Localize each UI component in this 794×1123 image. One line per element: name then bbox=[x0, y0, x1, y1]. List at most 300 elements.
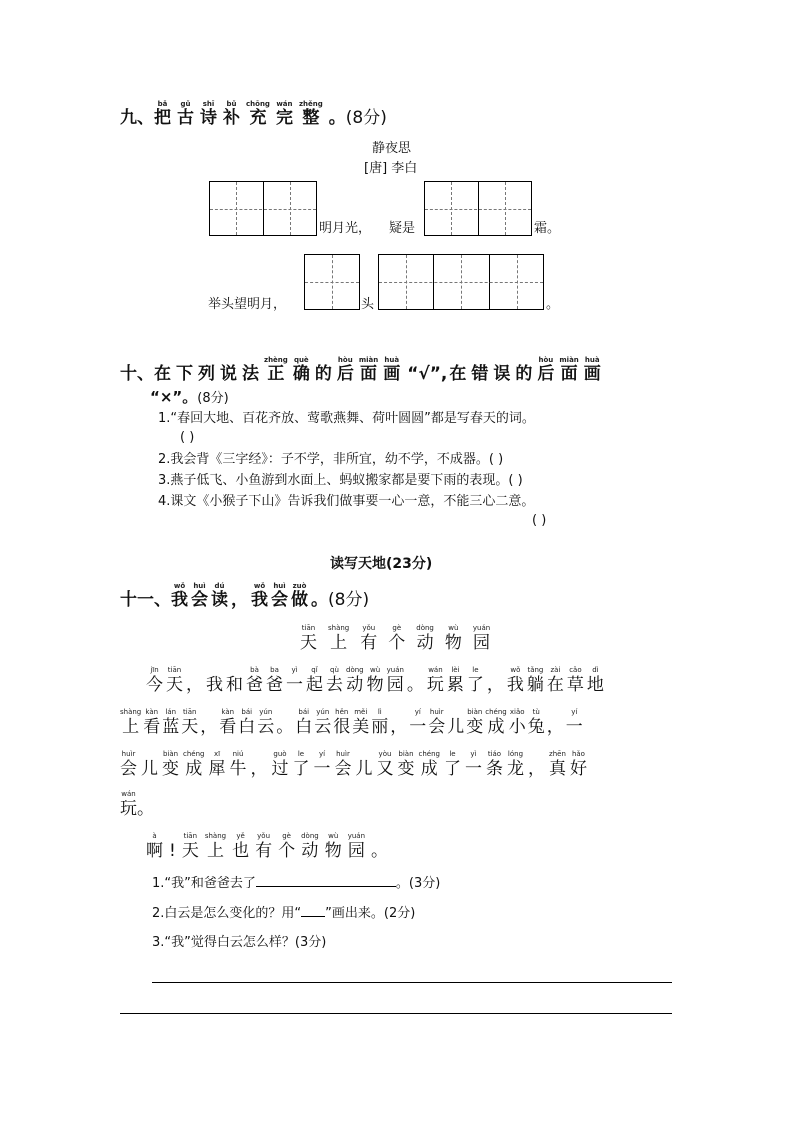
pinyin: tiān bbox=[183, 832, 198, 840]
ruby-char bbox=[120, 708, 141, 738]
ruby-char bbox=[444, 750, 461, 780]
writing-box-1[interactable] bbox=[209, 181, 317, 236]
hanzi: 过 bbox=[271, 759, 289, 779]
ruby-char bbox=[271, 750, 288, 780]
section-10-item-1-paren[interactable]: ( ) bbox=[180, 430, 195, 445]
pinyin: xī bbox=[213, 750, 221, 758]
hanzi: 了 bbox=[443, 759, 461, 779]
ruby-char bbox=[291, 582, 308, 610]
hanzi: 物 bbox=[366, 675, 384, 695]
pinyin bbox=[176, 356, 193, 364]
pinyin: wù bbox=[370, 666, 381, 674]
ruby-char bbox=[397, 750, 414, 780]
ruby-char bbox=[549, 750, 566, 780]
hanzi: 完 bbox=[275, 108, 293, 128]
ruby-char bbox=[300, 624, 317, 654]
hanzi: 一 bbox=[565, 717, 583, 737]
pinyin bbox=[169, 832, 176, 840]
pinyin: yún bbox=[259, 708, 273, 716]
ruby-char bbox=[449, 356, 466, 384]
hanzi: 爸 bbox=[266, 675, 283, 695]
hanzi: 物 bbox=[444, 633, 462, 653]
ruby-char bbox=[587, 666, 604, 696]
passage-line-2 bbox=[120, 708, 585, 738]
ruby-char bbox=[306, 666, 323, 696]
pinyin: tǎng bbox=[527, 666, 544, 674]
pinyin: bái bbox=[241, 708, 253, 716]
hanzi: 上 bbox=[330, 633, 348, 653]
ruby-char bbox=[177, 100, 194, 128]
ruby-char bbox=[387, 666, 404, 696]
section-10-title-1 bbox=[154, 356, 405, 384]
pinyin: wán bbox=[276, 100, 293, 108]
hanzi: 会 bbox=[120, 759, 137, 779]
hanzi: 一 bbox=[313, 759, 331, 779]
ruby-char bbox=[143, 708, 160, 738]
ruby-char bbox=[226, 666, 243, 696]
hanzi: 有 bbox=[360, 633, 378, 653]
passage-line-5 bbox=[146, 832, 394, 862]
pinyin: biàn bbox=[162, 750, 179, 758]
pinyin: gè bbox=[282, 832, 291, 840]
section-10-item-4-paren[interactable]: ( ) bbox=[532, 513, 547, 528]
ruby-char bbox=[229, 750, 246, 780]
ruby-char bbox=[447, 666, 464, 696]
ruby-char bbox=[200, 100, 217, 128]
passage-line-3 bbox=[120, 750, 591, 780]
hanzi: ， bbox=[186, 675, 203, 695]
hanzi: 在 bbox=[546, 675, 564, 695]
hanzi: 白 bbox=[295, 717, 313, 737]
pinyin: yí bbox=[414, 708, 421, 716]
pinyin: gǔ bbox=[180, 100, 191, 108]
hanzi: ， bbox=[390, 717, 408, 737]
hanzi: 儿 bbox=[447, 717, 465, 737]
pinyin: tiān bbox=[167, 666, 182, 674]
pinyin: dòng bbox=[301, 832, 319, 840]
ruby-char bbox=[346, 666, 364, 696]
pinyin: hòu bbox=[538, 356, 554, 364]
pinyin: huìr bbox=[429, 708, 444, 716]
hanzi: 误 bbox=[493, 364, 511, 384]
ruby-char bbox=[528, 750, 545, 780]
section-10-score: (8分) bbox=[197, 391, 229, 406]
pinyin: zhèng bbox=[264, 356, 288, 364]
hanzi: 成 bbox=[185, 759, 203, 779]
ruby-char bbox=[359, 356, 378, 384]
ruby-char bbox=[171, 582, 188, 610]
hanzi: ， bbox=[200, 717, 218, 737]
answer-line-2[interactable] bbox=[120, 1013, 672, 1014]
hanzi: 蓝 bbox=[162, 717, 180, 737]
pinyin: huìr bbox=[121, 750, 136, 758]
hanzi: 牛 bbox=[229, 759, 247, 779]
ruby-char bbox=[211, 582, 228, 610]
ruby-char bbox=[200, 708, 217, 738]
hanzi: 。 bbox=[276, 717, 294, 737]
hanzi: 会 bbox=[334, 759, 352, 779]
hanzi: 好 bbox=[569, 759, 587, 779]
hanzi: 啊 bbox=[146, 841, 163, 861]
ruby-char bbox=[473, 624, 490, 654]
hanzi: 上 bbox=[206, 841, 224, 861]
ruby-char bbox=[547, 666, 564, 696]
pinyin bbox=[447, 708, 464, 716]
section-11-score: (8分) bbox=[328, 590, 370, 610]
hanzi: 了 bbox=[466, 675, 484, 695]
ruby-char bbox=[219, 708, 236, 738]
pinyin: chōng bbox=[246, 100, 270, 108]
pinyin bbox=[206, 666, 223, 674]
pinyin: lì bbox=[377, 708, 382, 716]
ruby-char bbox=[231, 582, 248, 610]
pinyin bbox=[315, 356, 332, 364]
question-1-text: 1.“我”和爸爸去了 bbox=[152, 876, 256, 891]
section-9-period: 。 bbox=[328, 108, 346, 128]
ruby-char bbox=[507, 750, 524, 780]
pinyin: yǒu bbox=[257, 832, 271, 840]
pinyin: què bbox=[293, 356, 309, 364]
pinyin: wán bbox=[428, 666, 443, 674]
hanzi: 一 bbox=[286, 675, 303, 695]
pinyin: lán bbox=[165, 708, 177, 716]
ruby-char bbox=[176, 356, 193, 384]
pinyin: dòng bbox=[346, 666, 364, 674]
hanzi: 动 bbox=[301, 841, 319, 861]
pinyin: bǎ bbox=[157, 100, 168, 108]
pinyin bbox=[186, 666, 203, 674]
pinyin bbox=[137, 790, 154, 798]
pinyin: hěn bbox=[335, 708, 349, 716]
ruby-char bbox=[559, 356, 578, 384]
hanzi: 上 bbox=[122, 717, 140, 737]
hanzi: 草 bbox=[566, 675, 584, 695]
ruby-char bbox=[186, 666, 203, 696]
pinyin bbox=[371, 832, 388, 840]
ruby-char bbox=[427, 666, 444, 696]
ruby-char bbox=[141, 750, 158, 780]
hanzi: 把 bbox=[154, 108, 171, 128]
ruby-char bbox=[206, 666, 223, 696]
ruby-char bbox=[486, 750, 503, 780]
pinyin bbox=[547, 708, 564, 716]
hanzi: 会 bbox=[271, 590, 288, 610]
hanzi: 犀 bbox=[208, 759, 226, 779]
ruby-char bbox=[182, 832, 199, 862]
pinyin bbox=[226, 666, 243, 674]
hanzi: 小 bbox=[508, 717, 526, 737]
ruby-char bbox=[181, 708, 198, 738]
hanzi: 列 bbox=[198, 364, 215, 384]
writing-box-4[interactable] bbox=[378, 254, 544, 310]
ruby-char bbox=[584, 356, 601, 384]
pinyin: tiáo bbox=[487, 750, 502, 758]
pinyin: yí bbox=[318, 750, 326, 758]
ruby-char bbox=[255, 832, 272, 862]
poem-line1-text: 明月光， bbox=[319, 221, 372, 236]
ruby-char bbox=[467, 666, 484, 696]
ruby-char bbox=[367, 666, 384, 696]
section-11-number: 十一、 bbox=[120, 590, 171, 610]
pinyin: gè bbox=[392, 624, 402, 632]
hanzi: ， bbox=[486, 675, 504, 695]
hanzi: 面 bbox=[560, 364, 578, 384]
pinyin bbox=[487, 666, 504, 674]
hanzi: 儿 bbox=[141, 759, 158, 779]
ruby-char bbox=[509, 708, 526, 738]
pinyin: dú bbox=[214, 582, 225, 590]
hanzi: 一 bbox=[464, 759, 482, 779]
ruby-char bbox=[276, 100, 293, 128]
hanzi: 爸 bbox=[246, 675, 263, 695]
hanzi: 白 bbox=[238, 717, 256, 737]
pinyin: wǒ bbox=[510, 666, 521, 674]
ruby-char bbox=[348, 832, 365, 862]
ruby-char bbox=[428, 708, 445, 738]
section-9-heading bbox=[120, 100, 387, 128]
ruby-char bbox=[238, 708, 255, 738]
hanzi: 儿 bbox=[355, 759, 373, 779]
ruby-char bbox=[301, 832, 319, 862]
question-2-underline-sample bbox=[301, 904, 325, 917]
ruby-char bbox=[246, 666, 263, 696]
hanzi: 。 bbox=[371, 841, 389, 861]
ruby-char bbox=[383, 356, 400, 384]
hanzi: 累 bbox=[446, 675, 464, 695]
pinyin: yí bbox=[571, 708, 578, 716]
ruby-char bbox=[220, 356, 237, 384]
hanzi: ， bbox=[250, 759, 268, 779]
section-11-period: 。 bbox=[311, 590, 328, 610]
pinyin: wǒ bbox=[253, 582, 266, 590]
pinyin: à bbox=[152, 832, 157, 840]
ruby-char bbox=[293, 356, 310, 384]
pinyin bbox=[141, 750, 158, 758]
ruby-char bbox=[409, 708, 426, 738]
pinyin: yì bbox=[291, 666, 298, 674]
section-10-item-1: 1.“春回大地、百花齐放、莺歌燕舞、荷叶圆圆”都是写春天的词。 bbox=[158, 411, 535, 426]
ruby-char bbox=[325, 832, 342, 862]
pinyin bbox=[200, 708, 217, 716]
question-3: 3.“我”觉得白云怎么样？(3分) bbox=[152, 935, 327, 950]
hanzi: 玩 bbox=[120, 799, 137, 819]
ruby-char bbox=[485, 708, 506, 738]
hanzi: 成 bbox=[420, 759, 438, 779]
poem-line2-mid: 头 bbox=[361, 297, 375, 312]
hanzi: 躺 bbox=[526, 675, 544, 695]
ruby-char bbox=[315, 356, 332, 384]
question-1 bbox=[152, 874, 440, 893]
pinyin: zài bbox=[550, 666, 561, 674]
question-2 bbox=[152, 904, 415, 923]
pinyin: shī bbox=[202, 100, 215, 108]
ruby-char bbox=[527, 666, 544, 696]
ruby-char bbox=[120, 750, 137, 780]
section-10-item-4: 4.课文《小猴子下山》告诉我们做事要一心一意，不能三心二意。 bbox=[158, 494, 535, 509]
hanzi: 个 bbox=[278, 841, 296, 861]
pinyin: miàn bbox=[559, 356, 579, 364]
hanzi: 园 bbox=[347, 841, 365, 861]
hanzi: 下 bbox=[176, 364, 193, 384]
hanzi: 确 bbox=[292, 364, 310, 384]
writing-box-2[interactable] bbox=[424, 181, 532, 236]
pinyin: qù bbox=[330, 666, 339, 674]
hanzi: 天 bbox=[166, 675, 183, 695]
section-10-title-2 bbox=[449, 356, 605, 384]
pinyin: cǎo bbox=[569, 666, 582, 674]
section-10-item-2: 2.我会背《三字经》：子不学，非所宜，幼不学，不成器。( ) bbox=[158, 452, 504, 467]
hanzi: 美 bbox=[352, 717, 370, 737]
pinyin bbox=[515, 356, 532, 364]
pinyin: wù bbox=[328, 832, 339, 840]
pinyin: le bbox=[449, 750, 456, 758]
hanzi: 兔 bbox=[527, 717, 545, 737]
pinyin: tiān bbox=[183, 708, 197, 716]
ruby-char bbox=[166, 666, 183, 696]
ruby-char bbox=[355, 750, 372, 780]
hanzi: 变 bbox=[162, 759, 179, 779]
pinyin: tù bbox=[532, 708, 540, 716]
ruby-char bbox=[371, 708, 388, 738]
pinyin: yuán bbox=[472, 624, 491, 632]
ruby-char bbox=[295, 708, 312, 738]
section-9-title bbox=[154, 100, 329, 128]
hanzi: 玩 bbox=[426, 675, 444, 695]
pinyin: biàn bbox=[467, 708, 483, 716]
hanzi: 又 bbox=[376, 759, 394, 779]
hanzi: ， bbox=[546, 717, 564, 737]
ruby-char bbox=[276, 708, 293, 738]
pinyin: shàng bbox=[120, 708, 142, 716]
writing-box-3[interactable] bbox=[304, 254, 360, 310]
pinyin: huìr bbox=[336, 750, 350, 758]
hanzi: 真 bbox=[548, 759, 566, 779]
ruby-char bbox=[507, 666, 524, 696]
ruby-char bbox=[146, 666, 163, 696]
pinyin: le bbox=[297, 750, 305, 758]
hanzi: 变 bbox=[466, 717, 484, 737]
pinyin bbox=[198, 356, 215, 364]
question-1-answer-blank[interactable] bbox=[256, 874, 396, 887]
ruby-char bbox=[278, 832, 295, 862]
section-10-check-mark: “√”, bbox=[407, 364, 448, 384]
ruby-char bbox=[246, 100, 270, 128]
ruby-char bbox=[537, 356, 554, 384]
hanzi: 错 bbox=[471, 364, 489, 384]
pinyin: bǔ bbox=[226, 100, 237, 108]
hanzi: 画 bbox=[583, 364, 601, 384]
hanzi: 我 bbox=[251, 590, 268, 610]
pinyin: dòng bbox=[416, 624, 434, 632]
pinyin bbox=[231, 582, 248, 590]
pinyin: miàn bbox=[358, 356, 379, 364]
pinyin bbox=[528, 750, 545, 758]
hanzi: 龙 bbox=[506, 759, 524, 779]
pinyin: chéng bbox=[183, 750, 205, 758]
hanzi: 变 bbox=[397, 759, 415, 779]
hanzi: 个 bbox=[388, 633, 406, 653]
ruby-char bbox=[137, 790, 154, 820]
ruby-char bbox=[333, 708, 350, 738]
ruby-char bbox=[570, 750, 587, 780]
hanzi: 面 bbox=[360, 364, 378, 384]
ruby-char bbox=[120, 790, 137, 820]
ruby-char bbox=[334, 750, 351, 780]
ruby-char bbox=[360, 624, 377, 654]
hanzi: 古 bbox=[177, 108, 194, 128]
section-10-cross-line bbox=[150, 386, 229, 407]
ruby-char bbox=[299, 100, 323, 128]
question-2-text: 2.白云是怎么变化的？用“ bbox=[152, 906, 302, 921]
hanzi: 我 bbox=[506, 675, 524, 695]
ruby-char bbox=[313, 750, 330, 780]
hanzi: 我 bbox=[206, 675, 223, 695]
ruby-char bbox=[466, 708, 483, 738]
story-title bbox=[300, 624, 501, 654]
hanzi: 今 bbox=[146, 675, 163, 695]
ruby-char bbox=[388, 624, 405, 654]
ruby-char bbox=[154, 356, 171, 384]
pinyin: hǎo bbox=[571, 750, 585, 758]
hanzi: 去 bbox=[326, 675, 343, 695]
pinyin: niú bbox=[232, 750, 244, 758]
ruby-char bbox=[264, 356, 288, 384]
pinyin: yòu bbox=[378, 750, 392, 758]
passage-line-1 bbox=[146, 666, 607, 696]
ruby-char bbox=[566, 708, 583, 738]
pinyin: lèi bbox=[451, 666, 460, 674]
ruby-char bbox=[292, 750, 309, 780]
hanzi: 充 bbox=[249, 108, 267, 128]
ruby-char bbox=[208, 750, 225, 780]
hanzi: 整 bbox=[302, 108, 320, 128]
hanzi: 正 bbox=[267, 364, 285, 384]
hanzi: 法 bbox=[242, 364, 259, 384]
pinyin: bà bbox=[250, 666, 259, 674]
poem-line1-end: 霜。 bbox=[534, 221, 561, 236]
ruby-char bbox=[337, 356, 354, 384]
hanzi: 也 bbox=[232, 841, 250, 861]
hanzi: 云 bbox=[314, 717, 332, 737]
hanzi: 说 bbox=[220, 364, 237, 384]
poem-line1-text-2: 疑是 bbox=[389, 221, 416, 236]
pinyin: zuò bbox=[292, 582, 307, 590]
ruby-char bbox=[242, 356, 259, 384]
pinyin bbox=[493, 356, 510, 364]
pinyin bbox=[355, 750, 372, 758]
ruby-char bbox=[154, 100, 171, 128]
answer-line-1[interactable] bbox=[152, 982, 672, 983]
hanzi: 在 bbox=[449, 364, 467, 384]
pinyin bbox=[220, 356, 237, 364]
ruby-char bbox=[146, 832, 163, 862]
ruby-char bbox=[528, 708, 545, 738]
pinyin: yún bbox=[316, 708, 330, 716]
pinyin: tiān bbox=[301, 624, 316, 632]
poem-line2-start: 举头望明月， bbox=[208, 297, 287, 312]
ruby-char bbox=[162, 708, 179, 738]
hanzi: 。 bbox=[137, 799, 154, 819]
ruby-char bbox=[465, 750, 482, 780]
pinyin: zhěng bbox=[298, 100, 323, 108]
pinyin bbox=[242, 356, 259, 364]
pinyin: wán bbox=[121, 790, 136, 798]
hanzi: 丽 bbox=[371, 717, 389, 737]
hanzi: ， bbox=[231, 590, 248, 610]
hanzi: 在 bbox=[154, 364, 171, 384]
ruby-char bbox=[191, 582, 208, 610]
pinyin: bái bbox=[298, 708, 310, 716]
